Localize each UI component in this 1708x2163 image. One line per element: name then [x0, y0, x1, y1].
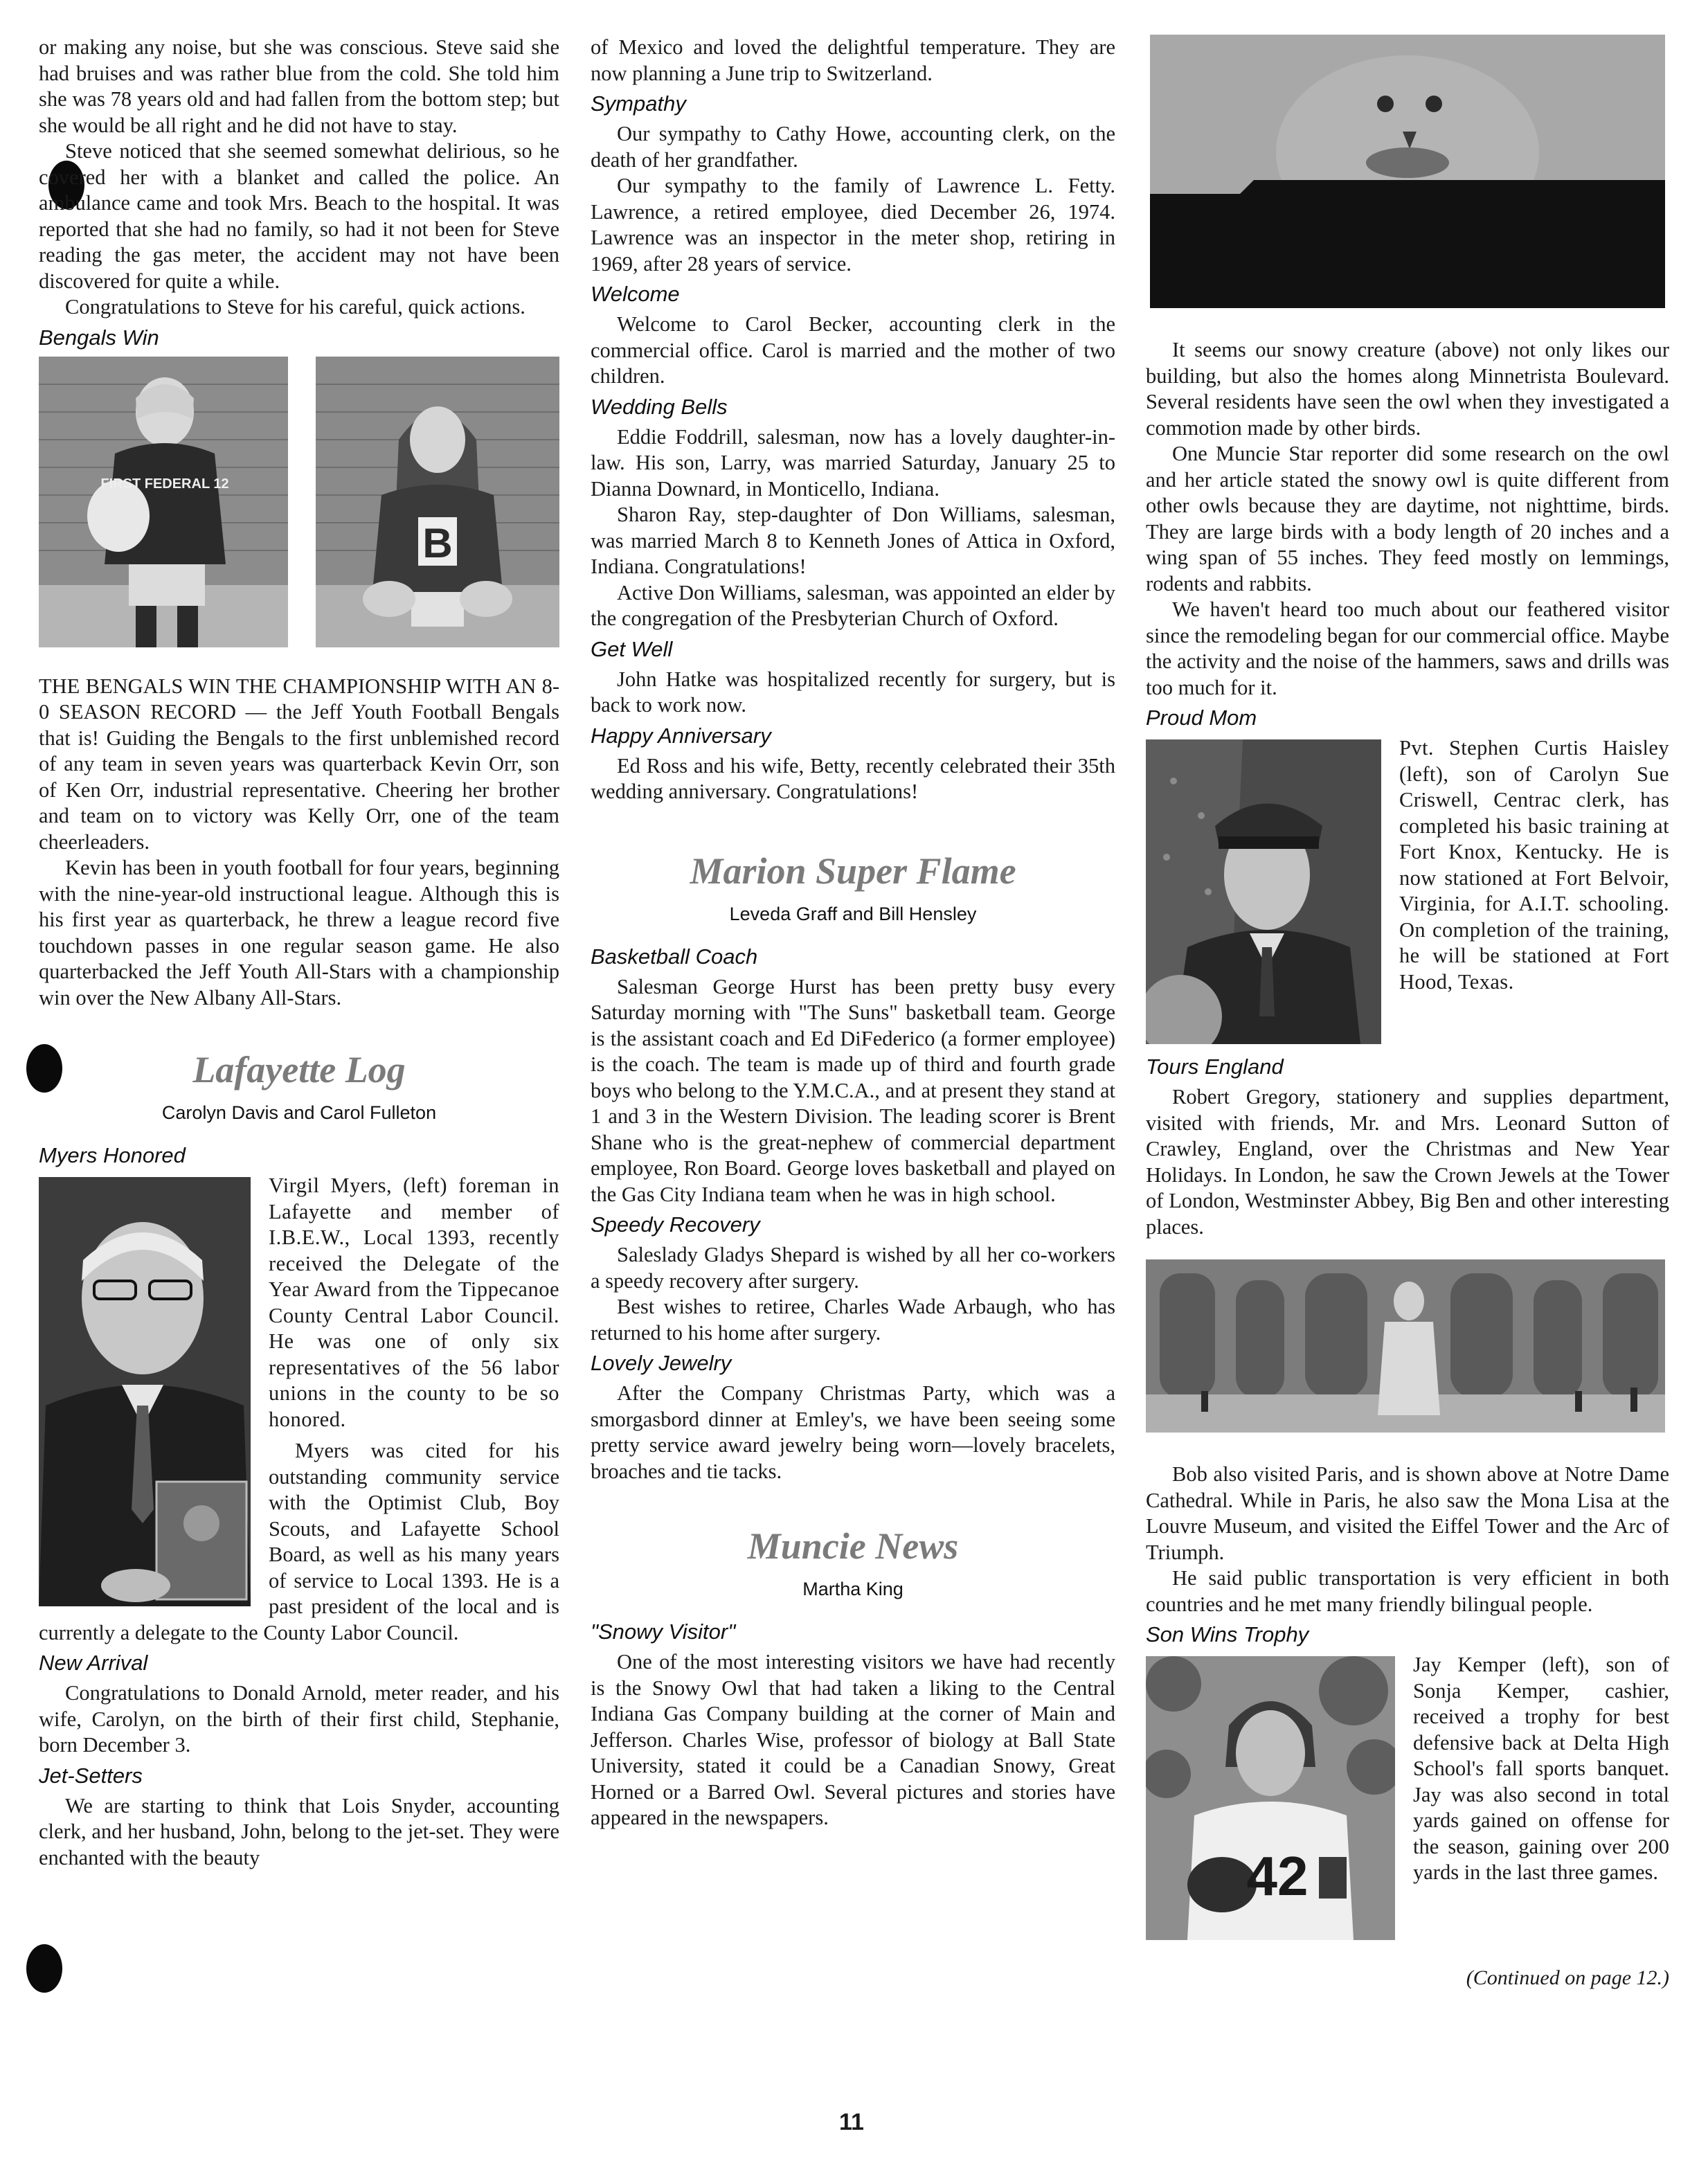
- subheading-wedding-bells: Wedding Bells: [591, 394, 728, 419]
- page-number: 11: [839, 2109, 864, 2135]
- article-text: Welcome to Carol Becker, accounting clerk in the commercial office. Carol is married and the mother of two children.: [591, 312, 1115, 388]
- subheading-basketball-coach: Basketball Coach: [591, 944, 758, 969]
- article-text: After the Company Christmas Party, which was a smorgasbord dinner at Emley's, we have been seeing some pretty service award jewelry being worn—lovely bracelets, broaches and tie tacks.: [591, 1381, 1115, 1483]
- article-text: Myers was cited for his outstanding community service with the Optimist Club, Boy Scouts, and Lafayette School Board, as well as his many years of service to Local 1393. He is a past president of the local and is currently a delegate to the County Labor Council.: [39, 1439, 559, 1644]
- section-byline: Leveda Graff and Bill Hensley: [729, 903, 977, 924]
- bengals-photo-row: [39, 357, 559, 647]
- sweater-letter: B: [422, 519, 453, 566]
- section-byline: Carolyn Davis and Carol Fulleton: [161, 1102, 437, 1123]
- subheading-get-well: Get Well: [591, 636, 673, 661]
- article-text: Pvt. Stephen Curtis Haisley (left), son of Carolyn Sue Criswell, Centrac clerk, has completed his basic training at Fort Knox, Kentucky. He is now stationed at Fort Belvoir, Virginia, for A.I.T. schooling. On completion of the training, he will be stationed at Fort Hood, Texas.: [1399, 736, 1669, 994]
- jersey-number: 42: [1246, 1845, 1309, 1907]
- column-right: [1146, 35, 1669, 1991]
- article-text: Active Don Williams, salesman, was appointed an elder by the congregation of the Presbyterian Church of Oxford.: [591, 580, 1115, 630]
- article-text: of Mexico and loved the delightful temperature. They are now planning a June trip to Switzerland.: [591, 35, 1115, 85]
- article-text: He said public transportation is very efficient in both countries and he met many friendly bilingual people.: [1146, 1566, 1669, 1616]
- continued-note: (Continued on page 12.): [1466, 1966, 1669, 1989]
- subheading-welcome: Welcome: [591, 282, 680, 306]
- trophy-article: [1146, 1652, 1669, 1946]
- article-text: Saleslady Gladys Shepard is wished by all her co-workers a speedy recovery after surgery.: [591, 1243, 1115, 1293]
- article-text: We haven't heard too much about our feathered visitor since the remodeling began for our commercial office. Maybe the activity and the noise of the hammers, saws and drills was too much for it.: [1146, 598, 1669, 699]
- subheading-new-arrival: New Arrival: [39, 1651, 148, 1675]
- article-text: Kevin has been in youth football for four years, beginning with the nine-year-old instructional league. Although this is his first year as quarterback, he threw a league record five touchdown passes in one regular season game. He also quarterbacked the Jeff Youth All-Stars with a championship win over the New Albany All-Stars.: [39, 856, 559, 1009]
- subheading-speedy-recovery: Speedy Recovery: [591, 1212, 760, 1237]
- photo-cheerleader: [316, 357, 559, 647]
- subheading-sympathy: Sympathy: [591, 91, 686, 116]
- photo-jay-kemper: [1146, 1656, 1395, 1940]
- article-text: We are starting to think that Lois Snyder, accounting clerk, and her husband, John, belong to the jet-set. They were enchanted with the beauty: [39, 1793, 559, 1869]
- article-text: Our sympathy to Cathy Howe, accounting clerk, on the death of her grandfather.: [591, 122, 1115, 172]
- subheading-tours-england: Tours England: [1146, 1054, 1284, 1079]
- punch-hole-bottom: [26, 1944, 62, 1993]
- subheading-snowy-visitor: "Snowy Visitor": [591, 1619, 736, 1644]
- jersey-text: FIRST FEDERAL 12: [100, 476, 229, 492]
- column-middle: [591, 35, 1115, 1831]
- article-text: or making any noise, but she was conscious. Steve said she had bruises and was rather blue from the cold. She told him she was 78 years old and had fallen from the bottom step; but she would be all right and he did not have to stay.: [39, 35, 559, 137]
- article-text: Ed Ross and his wife, Betty, recently celebrated their 35th wedding anniversary. Congratulations!: [591, 753, 1115, 803]
- photo-snowy-owl: [1150, 35, 1665, 308]
- article-text: Jay Kemper (left), son of Sonja Kemper, cashier, received a trophy for best defensive back at Delta High School's fall sports banquet. Jay was also second in total yards gained on offense for the season, gaining over 200 yards in the last three games.: [1413, 1653, 1669, 1884]
- section-title-marion-super-flame: Marion Super Flame: [690, 850, 1016, 892]
- article-text: Eddie Foddrill, salesman, now has a lovely daughter-in-law. His son, Larry, was married Saturday, January 25 to Dianna Downard, in Monticello, Indiana.: [591, 424, 1115, 501]
- article-text: Congratulations to Donald Arnold, meter reader, and his wife, Carolyn, on the birth of their first child, Stephanie, born December 3.: [39, 1681, 559, 1757]
- article-text: John Hatke was hospitalized recently for surgery, but is back to work now.: [591, 667, 1115, 717]
- article-text: It seems our snowy creature (above) not only likes our building, but also the homes along Minnetrista Boulevard. Several residents have seen the owl when they investigated a commotion made by other birds.: [1146, 338, 1669, 440]
- subheading-son-wins-trophy: Son Wins Trophy: [1146, 1622, 1309, 1646]
- article-text: Steve noticed that she seemed somewhat delirious, so he covered her with a blanket and called the police. An ambulance came and took Mrs. Beach to the hospital. It was reported that she had no family, so had it not been for Steve reading the gas meter, the accident may not have been discovered for quite a while.: [39, 139, 559, 293]
- photo-football-player: [39, 357, 288, 647]
- photo-virgil-myers: [39, 1177, 251, 1606]
- article-text: One of the most interesting visitors we have had recently is the Snowy Owl that had taken a liking to the Central Indiana Gas Company building at the corner of Main and Jefferson. Charles Wise, professor of biology at Ball State University, stated it could be a Canadian Snowy, Great Horned or a Barred Owl. Several pictures and stories have appeared in the newspapers.: [591, 1650, 1115, 1829]
- photo-notre-dame: [1146, 1259, 1665, 1433]
- subheading-bengals-win: Bengals Win: [39, 325, 159, 350]
- photo-stephen-haisley: [1146, 739, 1381, 1044]
- section-title-lafayette-log: Lafayette Log: [192, 1049, 406, 1091]
- article-text: Robert Gregory, stationery and supplies department, visited with friends, Mr. and Mrs. Leonard Sutton of Crawley, England, over the Christmas and New Year Holidays. In London, he saw the Crown Jewels at the Tower of London, Westminster Abbey, Big Ben and other interesting places.: [1146, 1085, 1669, 1239]
- article-text: Salesman George Hurst has been pretty busy every Saturday morning with "The Suns" basketball team. George is the assistant coach and Ed DiFederico (a former employee) is the coach. The team is made up of third and fourth grade boys who belong to the Y.M.C.A., and at present they stand at 1 and 3 in the Western Division. The leading scorer is Brent Shane who is the great-nephew of commercial department employee, Ron Board. George loves basketball and played on the Gas City Indiana team when he was in high school.: [591, 974, 1115, 1206]
- subheading-proud-mom: Proud Mom: [1146, 706, 1257, 730]
- article-text: Congratulations to Steve for his careful, quick actions.: [65, 295, 525, 318]
- subheading-jet-setters: Jet-Setters: [39, 1763, 143, 1788]
- myers-article: [39, 1173, 559, 1646]
- article-text: Sharon Ray, step-daughter of Don Williams, salesman, was married March 8 to Kenneth Jones of Attica in Oxford, Indiana. Congratulations!: [591, 503, 1115, 578]
- bengals-caption: THE BENGALS WIN THE CHAMPIONSHIP WITH AN 8-0 SEASON RECORD — the Jeff Youth Football Bengals that is! Guiding the Bengals to the first unblemished record of any team in seven years was quarterback Kevin Orr, son of Ken Orr, industrial representative. Cheering her brother and team on to victory was Kelly Orr, one of the team cheerleaders.: [39, 674, 559, 854]
- subheading-myers-honored: Myers Honored: [39, 1143, 186, 1167]
- article-text: Bob also visited Paris, and is shown above at Notre Dame Cathedral. While in Paris, he also saw the Mona Lisa at the Louvre Museum, and visited the Eiffel Tower and the Arc of Triumph.: [1146, 1462, 1669, 1564]
- section-title-muncie-news: Muncie News: [747, 1525, 959, 1567]
- subheading-happy-anniversary: Happy Anniversary: [591, 723, 771, 748]
- section-byline: Martha King: [802, 1579, 904, 1599]
- proud-mom-article: [1146, 735, 1669, 1050]
- column-left: [39, 35, 559, 1871]
- article-text: Best wishes to retiree, Charles Wade Arbaugh, who has returned to his home after surgery.: [591, 1295, 1115, 1345]
- article-text: One Muncie Star reporter did some research on the owl and her article stated the snowy owl is quite different from other owls because they are daytime, not nighttime, birds. They are large birds with a body length of 20 inches and a wing span of 55 inches. They feed mostly on lemmings, rodents and rabbits.: [1146, 442, 1669, 595]
- subheading-lovely-jewelry: Lovely Jewelry: [591, 1351, 732, 1375]
- article-text: Virgil Myers, (left) foreman in Lafayette and member of I.B.E.W., Local 1393, recently received the Delegate of the Year Award from the Tippecanoe County Central Labor Council. He was one of only six representatives of the 56 labor unions in the county to be so honored.: [269, 1174, 559, 1431]
- article-text: Our sympathy to the family of Lawrence L. Fetty. Lawrence, a retired employee, died December 26, 1974. Lawrence was an inspector in the meter shop, retiring in 1969, after 28 years of service.: [591, 174, 1115, 276]
